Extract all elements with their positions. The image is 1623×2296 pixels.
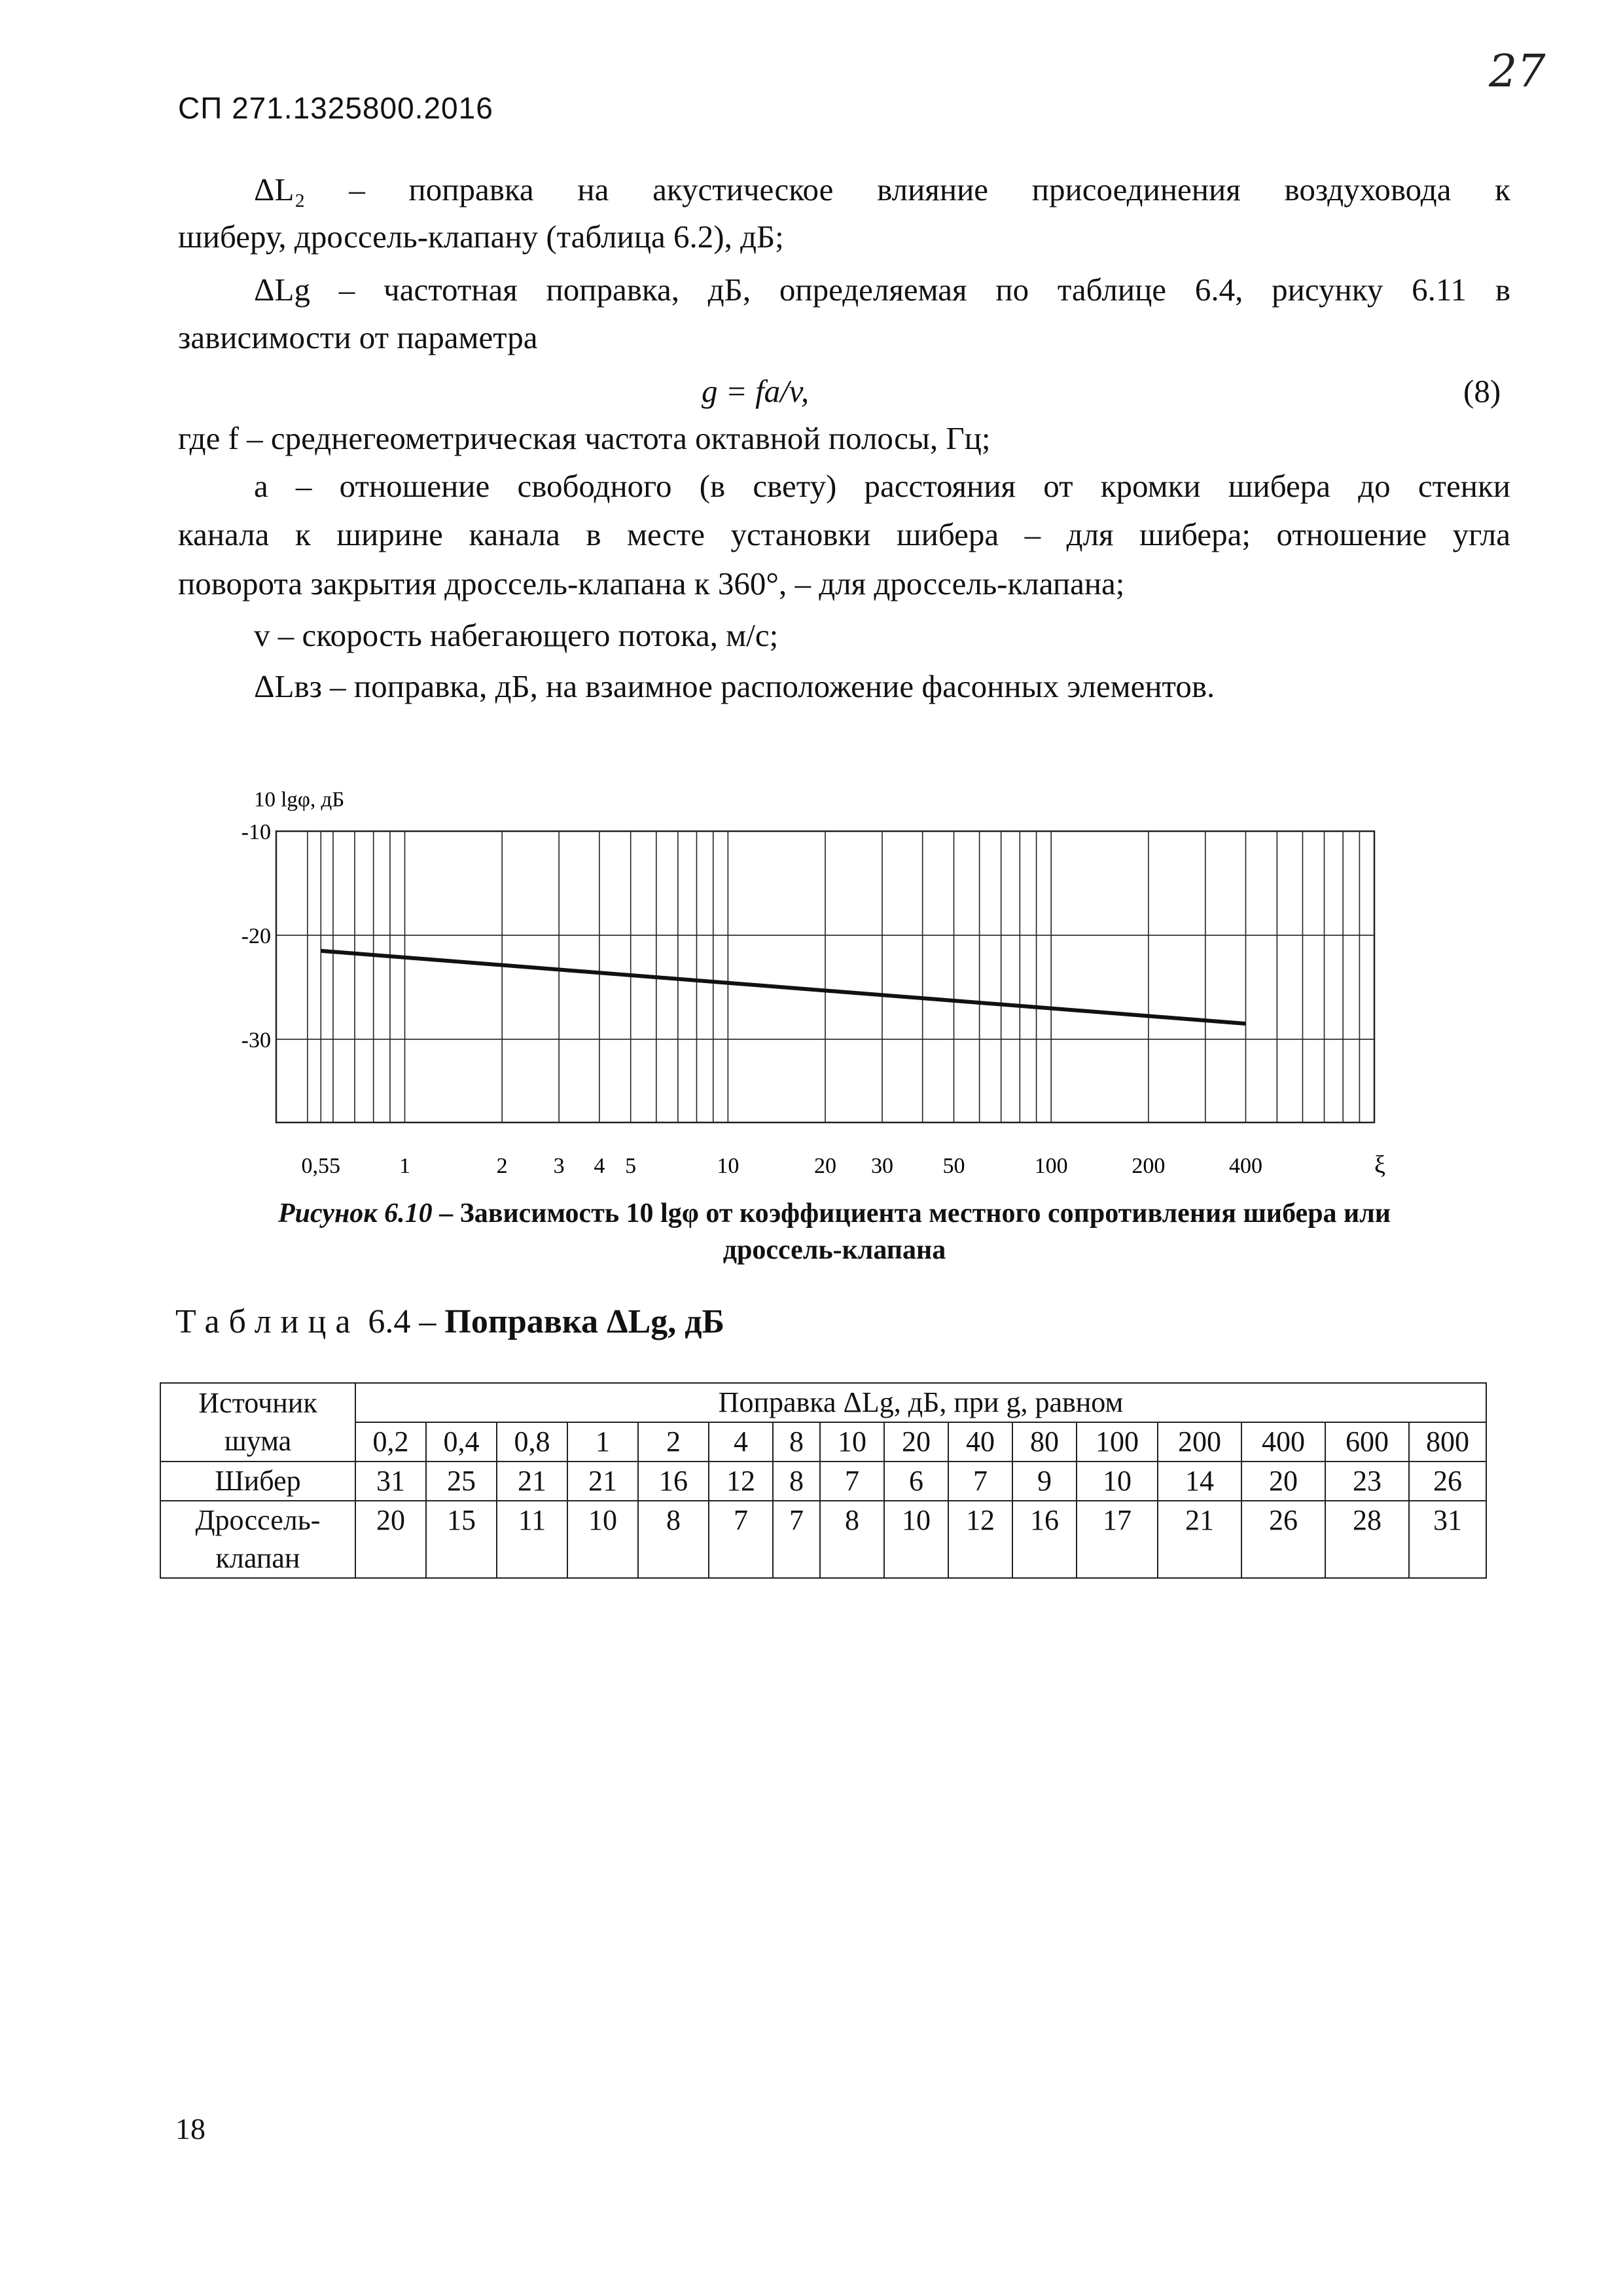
x-tick-label: 3 [553,1154,565,1178]
g-value-cell: 4 [709,1422,773,1462]
x-tick-label: 30 [870,1154,893,1178]
figure-caption [164,1195,1505,1268]
g-value-cell: 80 [1012,1422,1077,1462]
value-cell: 10 [567,1501,638,1578]
chart-grid [276,831,1374,1122]
y-tick-label: -10 [241,820,271,844]
value-cell: 20 [355,1501,426,1578]
value-cell: 8 [638,1501,709,1578]
value-cell: 15 [426,1501,497,1578]
table-title-bold: Поправка ΔLg, дБ [444,1303,724,1340]
value-cell: 9 [1012,1462,1077,1501]
value-cell: 25 [426,1462,497,1501]
y-tick-labels [241,820,271,1052]
x-tick-labels [302,1154,1262,1178]
value-cell: 7 [820,1462,884,1501]
paragraph-delta-lvz-definition: ΔLвз – поправка, дБ, на взаимное расположение фасонных элементов. [254,668,1215,704]
header-source-cell [160,1383,355,1462]
g-value-cell: 2 [638,1422,709,1462]
g-value-cell: 10 [820,1422,884,1462]
table-row-drossel [160,1501,1486,1578]
value-cell: 10 [1077,1462,1158,1501]
chart-series [321,951,1245,1024]
value-cell: 31 [1409,1501,1486,1578]
x-tick-label: 200 [1132,1154,1166,1178]
y-tick-label: -30 [241,1028,271,1052]
g-value-cell: 200 [1158,1422,1241,1462]
header-group-cell: Поправка ΔLg, дБ, при g, равном [355,1383,1486,1422]
value-cell: 11 [497,1501,567,1578]
table-title-number: 6.4 – [368,1303,437,1340]
figure-caption-line2: дроссель-клапана [722,1235,946,1265]
g-value-cell: 8 [773,1422,820,1462]
value-cell: 26 [1409,1462,1486,1501]
row-label: Шибер [160,1462,355,1501]
value-cell: 7 [709,1501,773,1578]
paragraph-a-definition-line1: a – отношение свободного (в свету) расстояния от кромки шибера до стенки [254,468,1510,504]
x-tick-label: 10 [717,1154,740,1178]
value-cell: 31 [355,1462,426,1501]
value-cell: 16 [638,1462,709,1501]
g-value-cell: 400 [1241,1422,1325,1462]
header-source-line2: шума [224,1425,292,1457]
g-value-cell: 1 [567,1422,638,1462]
x-tick-label: 5 [625,1154,637,1178]
chart [241,782,1400,1188]
table-g-values-row [160,1422,1486,1462]
value-cell: 8 [773,1462,820,1501]
paragraph-a-definition-line2: канала к ширине канала в месте установки шибера – для шибера; отношение угла [178,516,1510,552]
x-tick-label: 2 [496,1154,508,1178]
value-cell: 16 [1012,1501,1077,1578]
g-value-cell: 20 [884,1422,948,1462]
value-cell: 12 [709,1462,773,1501]
table-title-prefix: Таблица [175,1303,360,1340]
page-number: 18 [175,2112,205,2145]
paragraph-a-definition-line3: поворота закрытия дроссель-клапана к 360°, – для дроссель-клапана; [178,565,1125,601]
formula-number: (8) [1463,373,1501,409]
value-cell: 26 [1241,1501,1325,1578]
x-tick-label: 0,55 [301,1154,341,1178]
table-title [175,1302,724,1341]
y-axis-label: 10 lgφ, дБ [254,788,345,812]
y-tick-label: -20 [241,924,271,948]
value-cell: 7 [948,1462,1012,1501]
series-line [321,951,1245,1024]
g-value-cell: 0,8 [497,1422,567,1462]
value-cell: 12 [948,1501,1012,1578]
value-cell: 21 [497,1462,567,1501]
x-tick-label: 20 [814,1154,836,1178]
document-code: СП 271.1325800.2016 [178,91,493,125]
value-cell: 28 [1325,1501,1409,1578]
value-cell: 14 [1158,1462,1241,1501]
paragraph-v-definition: v – скорость набегающего потока, м/с; [254,617,779,653]
value-cell: 10 [884,1501,948,1578]
x-tick-label: 400 [1228,1154,1262,1178]
paragraph-delta-l2-line2: шиберу, дроссель-клапану (таблица 6.2), дБ; [178,219,784,255]
g-value-cell: 0,4 [426,1422,497,1462]
g-value-cell: 100 [1077,1422,1158,1462]
handwritten-page-number: 27 [1489,46,1546,98]
row-label-line2: клапан [215,1542,300,1574]
paragraph-delta-lg-line2: зависимости от параметра [178,319,538,355]
paragraph-delta-l2-line1: ΔL₂ – поправка на акустическое влияние присоединения воздуховода к [254,171,1510,207]
paragraph-f-definition: где f – среднегеометрическая частота октавной полосы, Гц; [178,420,991,456]
value-cell: 17 [1077,1501,1158,1578]
figure-caption-text: – Зависимость 10 lgφ от коэффициента местного сопротивления шибера или [432,1198,1391,1229]
row-label [160,1501,355,1578]
g-value-cell: 600 [1325,1422,1409,1462]
value-cell: 6 [884,1462,948,1501]
value-cell: 21 [567,1462,638,1501]
value-cell: 7 [773,1501,820,1578]
x-tick-label: 4 [594,1154,605,1178]
g-value-cell: 0,2 [355,1422,426,1462]
figure-caption-lead: Рисунок 6.10 [277,1198,433,1229]
table-row-shiber [160,1462,1486,1501]
x-tick-label: 100 [1034,1154,1068,1178]
formula: g = fa/v, [702,373,810,409]
x-axis-label: ξ [1374,1151,1385,1179]
value-cell: 20 [1241,1462,1325,1501]
value-cell: 21 [1158,1501,1241,1578]
x-tick-label: 1 [399,1154,411,1178]
value-cell: 23 [1325,1462,1409,1501]
g-value-cell: 800 [1409,1422,1486,1462]
value-cell: 8 [820,1501,884,1578]
x-tick-label: 50 [942,1154,965,1178]
row-label-line1: Дроссель- [195,1504,321,1536]
g-value-cell: 40 [948,1422,1012,1462]
correction-table [160,1382,1487,1579]
paragraph-delta-lg-line1: ΔLg – частотная поправка, дБ, определяемая по таблице 6.4, рисунку 6.11 в [254,272,1510,308]
table-header-row [160,1383,1486,1422]
header-source-line1: Источник [198,1387,317,1419]
